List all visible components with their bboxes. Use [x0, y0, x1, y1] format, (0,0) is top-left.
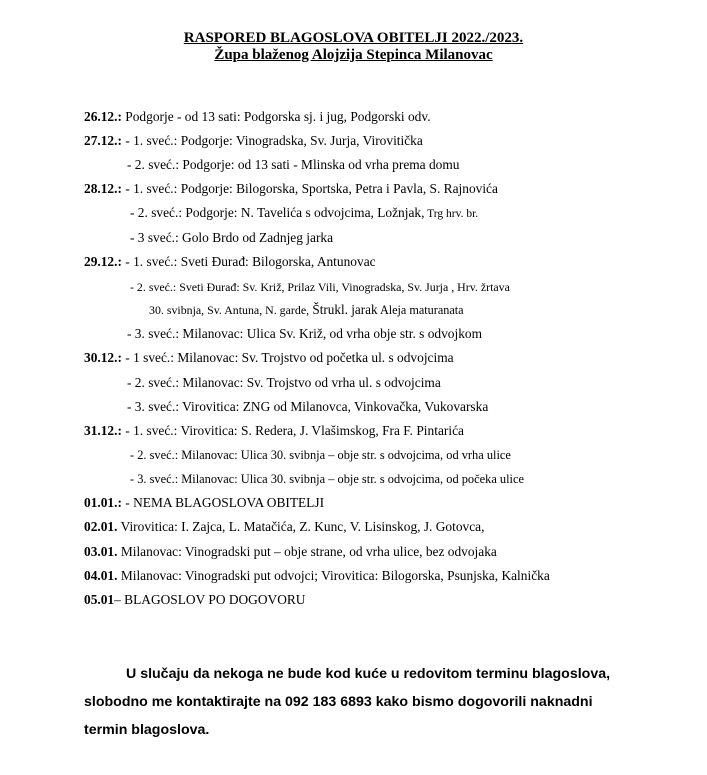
schedule-text: - 3. sveć.: Virovitica: ZNG od Milanovca, Vinkovačka, Vukovarska [127, 399, 489, 414]
schedule-date: 04.01. [84, 568, 118, 583]
schedule-line-02-01 [84, 519, 484, 535]
schedule-line-31-12-3 [130, 471, 524, 487]
schedule-text: - 1 sveć.: Milanovac: Sv. Trojstvo od početka ul. s odvojcima [121, 350, 454, 365]
schedule-line-31-12 [84, 423, 464, 439]
schedule-line-28-12-2 [130, 205, 478, 222]
schedule-text: Milanovac: Vinogradski put – obje strane, od vrha ulice, bez odvojaka [117, 544, 497, 559]
schedule-line-30-12 [84, 350, 454, 366]
schedule-text: - 1. sveć.: Podgorje: Bilogorska, Sportska, Petra i Pavla, S. Rajnovića [121, 181, 498, 196]
schedule-date: 01.01.: [84, 495, 122, 510]
schedule-text: - 3. sveć.: Milanovac: Ulica 30. svibnja – obje str. s odvojcima, od počeka ulice [130, 472, 524, 486]
contact-notice [84, 660, 644, 744]
schedule-line-27-12 [84, 133, 423, 149]
schedule-text: - 2. sveć.: Podgorje: N. Tavelića s odvojcima, Ložnjak, [130, 205, 425, 220]
schedule-date: 05.01 [84, 592, 115, 607]
schedule-text: Podgorje - od 13 sati: Podgorska sj. i jug, Podgorski odv. [121, 109, 431, 124]
schedule-text: - NEMA BLAGOSLOVA OBITELJI [121, 495, 325, 510]
schedule-date: 02.01. [84, 519, 118, 534]
schedule-line-29-12-3 [127, 326, 482, 342]
schedule-text: - 3. sveć.: Milanovac: Ulica Sv. Križ, od vrha obje str. s odvojkom [127, 326, 483, 341]
schedule-text: – BLAGOSLOV PO DOGOVORU [114, 592, 306, 607]
schedule-line-26-12 [84, 109, 431, 125]
schedule-line-30-12-3 [127, 399, 488, 415]
schedule-line-04-01 [84, 568, 550, 584]
notice-line-1: U slučaju da nekoga ne bude kod kuće u redovitom terminu blagoslova, [126, 666, 611, 682]
schedule-line-27-12-2 [127, 157, 459, 173]
schedule-text: - 1. sveć.: Sveti Đurađ: Bilogorska, Antunovac [121, 254, 376, 269]
notice-line-3: termin blagoslova. [84, 722, 210, 738]
parish-subtitle: Župa blaženog Alojzija Stepinca Milanovac [214, 47, 493, 63]
schedule-line-05-01 [84, 592, 305, 608]
schedule-text: Milanovac: Vinogradski put odvojci; Virovitica: Bilogorska, Psunjska, Kalnička [117, 568, 550, 583]
schedule-line-28-12-3 [130, 230, 333, 246]
schedule-date: 03.01. [84, 544, 118, 559]
schedule-text: - 2. sveć.: Milanovac: Sv. Trojstvo od vrha ul. s odvojcima [127, 375, 441, 390]
schedule-date: 30.12.: [84, 350, 122, 365]
schedule-line-01-01 [84, 495, 324, 511]
schedule-date: 29.12.: [84, 254, 122, 269]
schedule-text: - 2. sveć.: Sveti Đurađ: Sv. Križ, Prilaz Vili, Vinogradska, Sv. Jurja , Hrv. žrtava [130, 280, 510, 294]
schedule-text: - 1. sveć.: Virovitica: S. Redera, J. Vlašimskog, Fra F. Pintarića [121, 423, 464, 438]
schedule-text: - 2. sveć.: Podgorje: od 13 sati - Mlinska od vrha prema domu [127, 157, 460, 172]
notice-line-2: slobodno me kontaktirajte na 092 183 6893 kako bismo dogovorili naknadni [84, 694, 593, 710]
schedule-line-29-12-2 [130, 279, 510, 295]
schedule-text-small: Trg hrv. br. [424, 208, 479, 220]
schedule-date: 28.12.: [84, 181, 122, 196]
schedule-line-31-12-2 [130, 447, 511, 463]
schedule-date: 31.12.: [84, 423, 122, 438]
schedule-text: 30. svibnja, Sv. Antuna, N. garde, [149, 303, 310, 317]
schedule-text: - 1. sveć.: Podgorje: Vinogradska, Sv. Jurja, Virovitička [121, 133, 423, 148]
schedule-date: 26.12.: [84, 109, 122, 124]
schedule-text: Virovitica: I. Zajca, L. Matačića, Z. Kunc, V. Lisinskog, J. Gotovca, [117, 519, 485, 534]
schedule-text-small: Aleja maturanata [377, 303, 464, 317]
schedule-text: - 3 sveć.: Golo Brdo od Zadnjeg jarka [130, 230, 334, 245]
schedule-line-30-12-2 [127, 375, 441, 391]
schedule-text-mid: Štrukl. jarak [309, 302, 378, 317]
schedule-line-29-12 [84, 254, 376, 270]
schedule-line-28-12 [84, 181, 498, 197]
page-title: RASPORED BLAGOSLOVA OBITELJI 2022./2023. [183, 30, 524, 46]
schedule-line-03-01 [84, 544, 497, 560]
schedule-date: 27.12.: [84, 133, 122, 148]
schedule-text: - 2. sveć.: Milanovac: Ulica 30. svibnja – obje str. s odvojcima, od vrha ulice [130, 448, 511, 462]
schedule-line-29-12-2-cont [149, 302, 464, 318]
